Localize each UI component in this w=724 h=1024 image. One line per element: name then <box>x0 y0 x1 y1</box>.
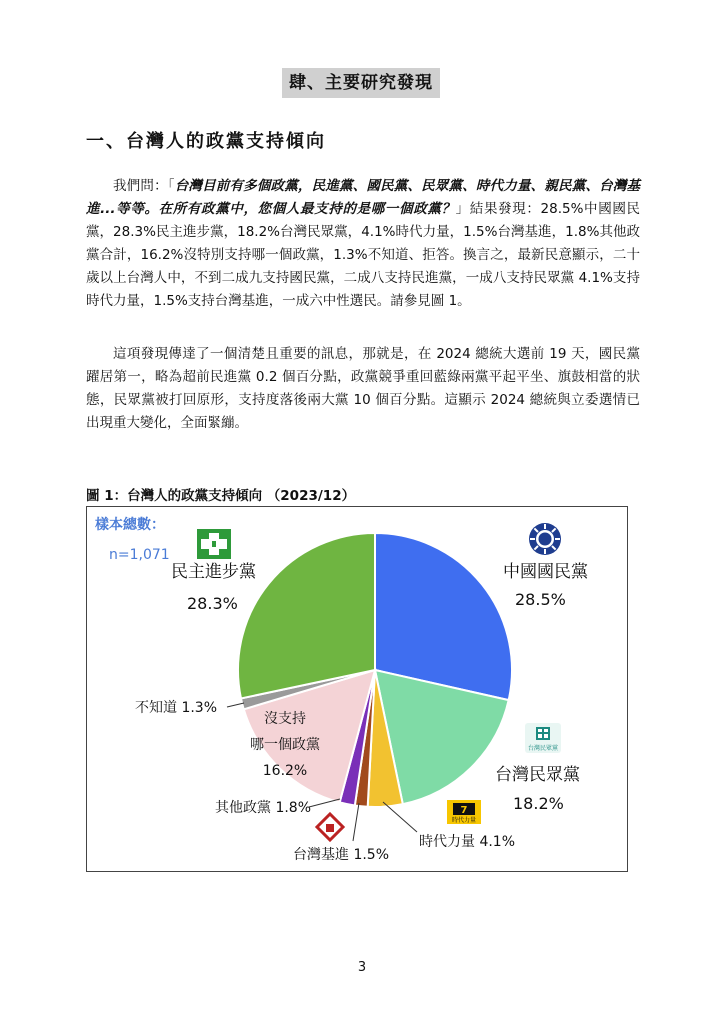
subsection-heading: 一、台灣人的政黨支持傾向 <box>86 131 326 152</box>
npp-logo-icon <box>447 800 481 824</box>
paragraph-lead: 我們問：「 <box>113 178 175 194</box>
figure-frame <box>86 506 628 872</box>
tsp-logo-icon <box>317 814 343 840</box>
npp-logo-text: 時代力量 <box>451 817 477 824</box>
tsp-label: 台灣基進 1.5% <box>293 847 390 863</box>
svg-text:7: 7 <box>460 805 468 816</box>
pie-chart <box>87 507 627 871</box>
leader-line-npp <box>383 802 417 832</box>
leader-line-other <box>309 799 340 807</box>
leader-line-tsp <box>353 803 359 841</box>
page-number: 3 <box>357 960 367 975</box>
sample-size-label: 樣本總數： <box>95 517 165 533</box>
sample-size-value: n=1,071 <box>109 547 170 563</box>
tpp-label: 台灣民眾黨 <box>495 765 580 785</box>
dk-label: 不知道 1.3% <box>135 700 218 716</box>
paragraph-interpretation: 這項發現傳達了一個清楚且重要的訊息，那就是，在 2024 總統大選前 19 天，國民黨躍居第一，略為超前民進黨 0.2 個百分點，政黨競爭重回藍綠兩黨平起平坐、旗鼓相當的狀態，民眾黨被打回原形，支持度落後兩大黨 10 個百分點。這顯示 2024 總統與立委選情已出現重大變化，全面緊繃。 <box>86 346 640 431</box>
other-label: 其他政黨 1.8% <box>215 800 312 816</box>
kmt-label: 中國國民黨 <box>503 562 588 582</box>
tpp-percent: 18.2% <box>513 794 564 813</box>
none-label-line2: 哪一個政黨 <box>250 737 320 753</box>
none-percent: 16.2% <box>262 763 308 779</box>
tpp-logo-text: 台灣民眾黨 <box>527 745 559 752</box>
paragraph-findings <box>86 175 640 313</box>
tpp-logo-icon <box>525 723 561 753</box>
dpp-label: 民主進步黨 <box>171 562 256 582</box>
dpp-percent: 28.3% <box>187 594 238 613</box>
pie-slice-7 <box>238 533 375 698</box>
kmt-logo-icon <box>529 523 561 555</box>
section-heading: 肆、主要研究發現 <box>282 68 440 98</box>
leader-line-dk <box>227 703 244 707</box>
kmt-percent: 28.5% <box>515 590 566 609</box>
survey-question: 台灣目前有多個政黨，民進黨、國民黨、民眾黨、時代力量、親民黨、台灣基進...等等。在所有政黨中，您個人最支持的是哪一個政黨？ <box>86 178 641 217</box>
paragraph-body: 」結果發現：28.5%中國國民黨，28.3%民主進步黨，18.2%台灣民眾黨，4.1%時代力量，1.5%台灣基進，1.8%其他政黨合計，16.2%沒特別支持哪一個政黨，1.3%不知道、拒答。換言之，最新民意顯示，二十歲以上台灣人中，不到二成九支持國民黨，二成八支持民進黨，一成八支持民眾黨 4.1%支持時代力量，1.5%支持台灣基進，一成六中性選民。請參見圖 1。 <box>86 201 640 309</box>
figure-caption: 圖 1：台灣人的政黨支持傾向 （2023/12） <box>86 488 356 504</box>
dpp-logo-icon <box>197 529 231 559</box>
npp-label: 時代力量 4.1% <box>419 834 516 850</box>
none-label-line1: 沒支持 <box>264 711 306 727</box>
